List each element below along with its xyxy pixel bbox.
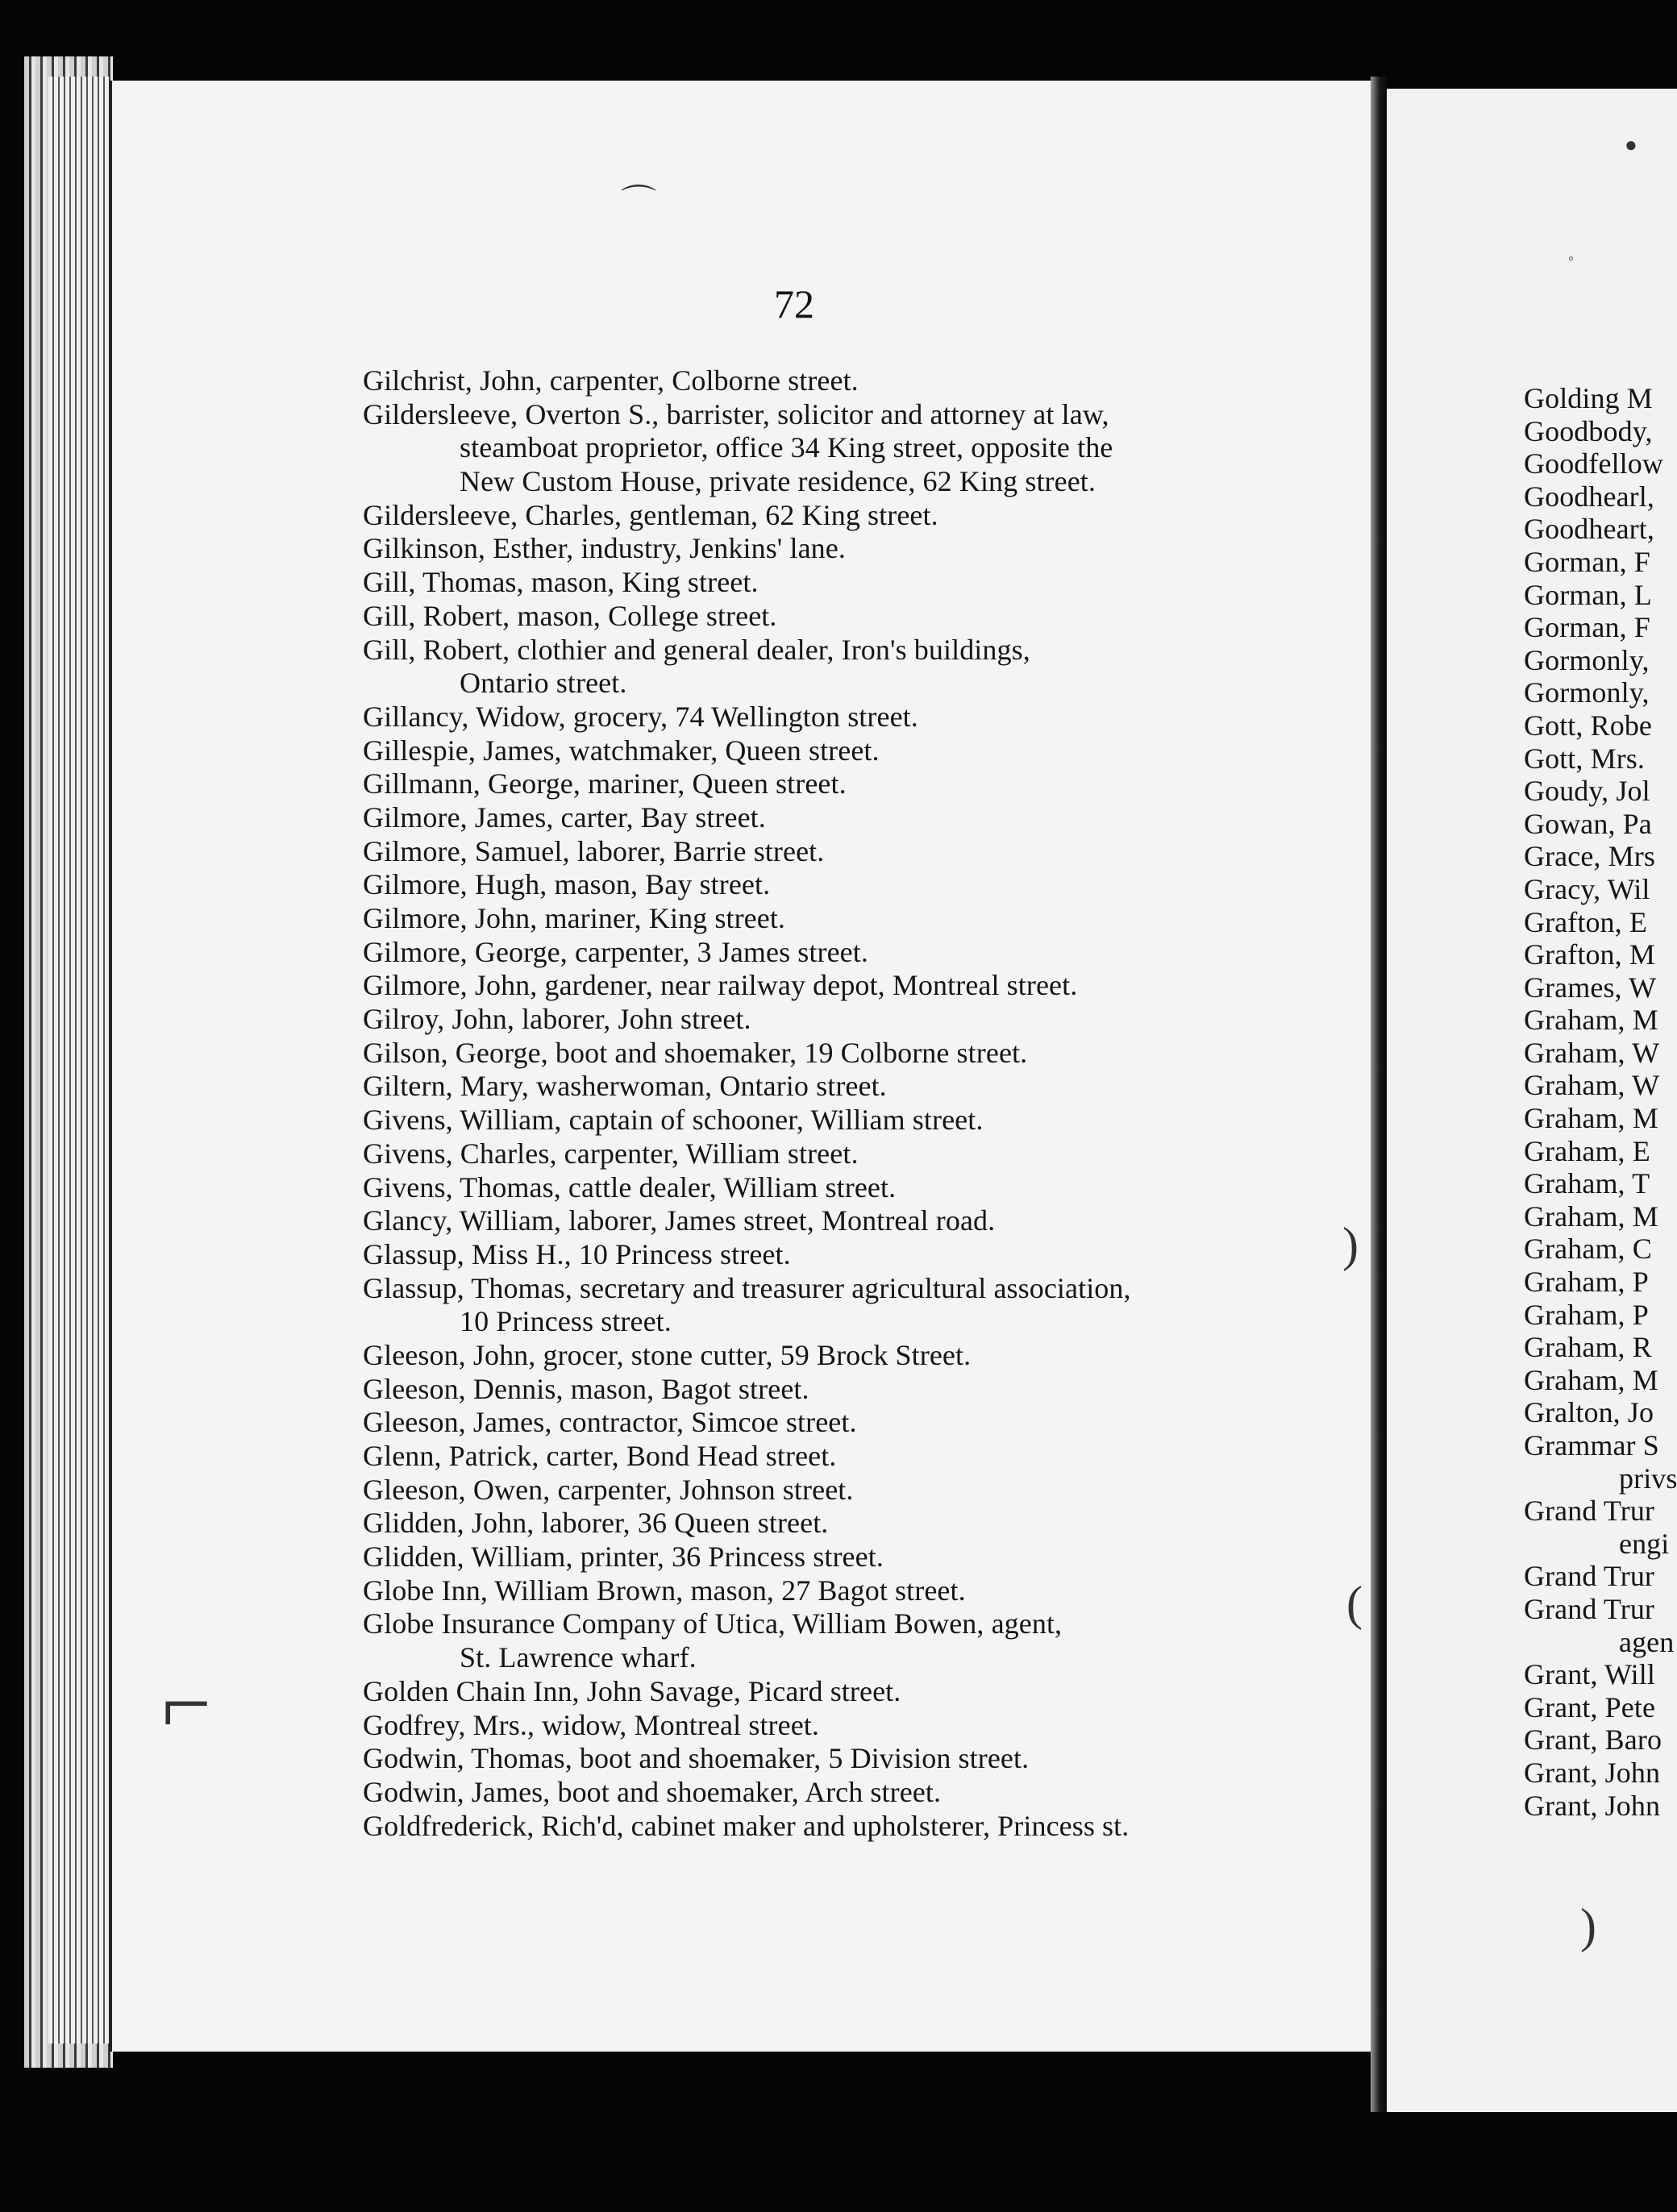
entry-line: Goodbody, — [1524, 414, 1653, 447]
page-number: 72 — [774, 281, 814, 326]
entry-line: agen — [1619, 1625, 1675, 1658]
entry-line: Gillancy, Widow, grocery, 74 Wellington street. — [363, 700, 918, 733]
directory-entry-cropped — [1524, 1396, 1677, 1429]
entry-line: privs — [1619, 1462, 1677, 1495]
entry-line: Gleeson, Dennis, mason, Bagot street. — [363, 1372, 809, 1405]
scan-mark: ⌒ — [621, 183, 656, 222]
directory-entry-cropped — [1524, 1299, 1677, 1332]
entry-line: Gilson, George, boot and shoemaker, 19 Colborne street. — [363, 1036, 1028, 1069]
entry-line: Gott, Robe — [1524, 709, 1652, 742]
entry-line: Grant, Will — [1524, 1658, 1655, 1691]
entry-line: Gilmore, John, gardener, near railway depot, Montreal street. — [363, 969, 1078, 1002]
entry-line: Gilmore, Samuel, laborer, Barrie street. — [363, 834, 825, 867]
book-gutter — [1371, 77, 1387, 2112]
directory-entry-cropped — [1524, 971, 1677, 1004]
directory-entry-cropped — [1524, 480, 1677, 514]
directory-entry-cropped — [1524, 1069, 1677, 1102]
directory-entry-cropped — [1524, 1560, 1677, 1593]
directory-entry-cropped — [1524, 1331, 1677, 1364]
directory-entry-cropped — [1524, 938, 1677, 971]
directory-entry-cropped — [1524, 906, 1677, 939]
directory-entry — [363, 969, 1290, 1003]
directory-entry-cropped — [1524, 382, 1677, 415]
entry-line: Gillespie, James, watchmaker, Queen street. — [363, 734, 880, 767]
entry-line: Goodhearl, — [1524, 480, 1654, 513]
directory-entry — [363, 868, 1290, 902]
directory-entry-cropped — [1524, 644, 1677, 677]
directory-entry-cropped — [1524, 1102, 1677, 1135]
directory-entry-cropped — [1524, 1037, 1677, 1070]
directory-entry — [363, 1607, 1290, 1674]
entry-line: Grand Trur — [1524, 1592, 1655, 1625]
directory-entry-cropped — [1524, 1658, 1677, 1691]
directory-entry — [363, 532, 1290, 566]
entry-line: Golden Chain Inn, John Savage, Picard street. — [363, 1674, 901, 1707]
entry-line: Gilchrist, John, carpenter, Colborne street. — [363, 364, 859, 397]
directory-entry — [363, 634, 1290, 701]
directory-entry-cropped — [1524, 1723, 1677, 1757]
directory-entry — [363, 1440, 1290, 1474]
entry-line: Gill, Thomas, mason, King street. — [363, 566, 759, 599]
entry-line: Gleeson, James, contractor, Simcoe street. — [363, 1406, 857, 1439]
entry-line: Graham, P — [1524, 1298, 1649, 1331]
directory-entry — [363, 1810, 1290, 1844]
directory-entry-cropped — [1524, 676, 1677, 709]
entry-line: Graham, M — [1524, 1102, 1658, 1135]
directory-entry-cropped — [1524, 1691, 1677, 1724]
directory-entry — [363, 1675, 1290, 1709]
directory-entry-cropped — [1524, 579, 1677, 612]
directory-entry — [363, 1104, 1290, 1137]
directory-entry-cropped — [1524, 1495, 1677, 1528]
entry-line: Grafton, M — [1524, 938, 1655, 971]
entry-line: Globe Inn, William Brown, mason, 27 Bagot street. — [363, 1574, 966, 1607]
directory-entry — [363, 1204, 1290, 1238]
directory-entry-cropped — [1524, 873, 1677, 906]
directory-entry-cropped — [1524, 1626, 1677, 1659]
entry-line: Gilmore, George, carpenter, 3 James street. — [363, 935, 868, 968]
directory-entry-cropped — [1524, 1004, 1677, 1037]
entry-line: Givens, Thomas, cattle dealer, William street. — [363, 1170, 897, 1204]
directory-entry — [363, 701, 1290, 734]
entry-line: Goldfrederick, Rich'd, cabinet maker and upholsterer, Princess st. — [363, 1809, 1130, 1842]
entry-line: Glancy, William, laborer, James street, Montreal road. — [363, 1204, 996, 1237]
entry-line: Graham, P — [1524, 1266, 1649, 1299]
directory-entry — [363, 1171, 1290, 1205]
entry-line: Golding M — [1524, 382, 1653, 414]
directory-entries-left — [363, 364, 1290, 1843]
entry-line: Grant, Baro — [1524, 1723, 1662, 1757]
entry-line: Graham, T — [1524, 1167, 1650, 1200]
entry-line: Gorman, L — [1524, 578, 1652, 611]
entry-line: Gracy, Wil — [1524, 872, 1650, 905]
entry-line: Graham, M — [1524, 1200, 1658, 1233]
directory-entry — [363, 566, 1290, 600]
entry-continuation-line: St. Lawrence wharf. — [460, 1641, 697, 1674]
directory-entry — [363, 600, 1290, 634]
directory-entry-cropped — [1524, 611, 1677, 644]
directory-entry-cropped — [1524, 415, 1677, 448]
entry-line: Grand Trur — [1524, 1560, 1655, 1593]
entry-line: Graham, W — [1524, 1069, 1660, 1102]
directory-entry — [363, 1373, 1290, 1407]
entry-line: Grammar S — [1524, 1429, 1659, 1462]
directory-entry-cropped — [1524, 447, 1677, 480]
directory-entry — [363, 499, 1290, 533]
book-page-edges-inner — [48, 77, 109, 2044]
directory-entry — [363, 1137, 1290, 1171]
directory-entry — [363, 1507, 1290, 1540]
directory-entry-cropped — [1524, 1364, 1677, 1397]
directory-entry-cropped — [1524, 1593, 1677, 1626]
entry-line: Glenn, Patrick, carter, Bond Head street. — [363, 1440, 837, 1472]
directory-entry-cropped — [1524, 1528, 1677, 1561]
entry-line: Gildersleeve, Overton S., barrister, solicitor and attorney at law, — [363, 397, 1109, 430]
entry-line: Graham, R — [1524, 1331, 1652, 1364]
directory-entry — [363, 767, 1290, 801]
entry-line: Gilmore, James, carter, Bay street. — [363, 800, 766, 834]
directory-entry — [363, 1574, 1290, 1608]
entry-line: Gilroy, John, laborer, John street. — [363, 1003, 751, 1036]
directory-entry-cropped — [1524, 1167, 1677, 1200]
entry-line: Graham, W — [1524, 1036, 1660, 1069]
directory-entry — [363, 1070, 1290, 1104]
scan-mark: ⌐ — [161, 1654, 212, 1753]
directory-entry — [363, 902, 1290, 936]
entry-line: Gill, Robert, clothier and general dealer, Iron's buildings, — [363, 633, 1030, 666]
entry-line: Globe Insurance Company of Utica, William Bowen, agent, — [363, 1607, 1063, 1640]
entry-line: Gillmann, George, mariner, Queen street. — [363, 767, 847, 800]
directory-entry — [363, 936, 1290, 970]
scan-mark: ) — [1342, 1218, 1359, 1271]
entry-line: Goodfellow — [1524, 447, 1663, 480]
entry-line: Glidden, John, laborer, 36 Queen street. — [363, 1507, 829, 1540]
directory-entry-cropped — [1524, 808, 1677, 841]
entry-line: Grant, John — [1524, 1756, 1661, 1789]
directory-entry — [363, 1272, 1290, 1339]
directory-entry — [363, 801, 1290, 835]
entry-line: Graham, C — [1524, 1233, 1652, 1266]
entry-line: Gormonly, — [1524, 643, 1650, 676]
entry-line: Givens, Charles, carpenter, William street. — [363, 1137, 859, 1170]
directory-entry-cropped — [1524, 1200, 1677, 1233]
entry-line: Grames, W — [1524, 971, 1657, 1004]
directory-entry-cropped — [1524, 1790, 1677, 1823]
entry-line: Graham, M — [1524, 1004, 1658, 1037]
entry-continuation-line: 10 Princess street. — [460, 1305, 672, 1338]
directory-entry-cropped — [1524, 1462, 1677, 1495]
entry-line: Grace, Mrs — [1524, 840, 1655, 873]
directory-entry-cropped — [1524, 1266, 1677, 1299]
directory-entry — [363, 1776, 1290, 1810]
scan-mark: ● — [1625, 133, 1637, 156]
entry-line: Gowan, Pa — [1524, 807, 1652, 840]
entry-line: Gildersleeve, Charles, gentleman, 62 King street. — [363, 498, 938, 531]
entry-line: Godfrey, Mrs., widow, Montreal street. — [363, 1708, 820, 1741]
entry-line: Gleeson, John, grocer, stone cutter, 59 Brock Street. — [363, 1338, 972, 1371]
entry-line: Givens, William, captain of schooner, William street. — [363, 1104, 984, 1137]
entry-line: Gilmore, John, mariner, King street. — [363, 902, 786, 934]
entry-line: Gilmore, Hugh, mason, Bay street. — [363, 868, 771, 901]
entry-line: Giltern, Mary, washerwoman, Ontario street. — [363, 1070, 887, 1103]
entry-line: Goudy, Jol — [1524, 775, 1650, 808]
directory-entry — [363, 1003, 1290, 1037]
directory-entry — [363, 1037, 1290, 1071]
directory-entry — [363, 364, 1290, 398]
entry-line: engi — [1619, 1527, 1670, 1560]
entry-line: Gormonly, — [1524, 676, 1650, 709]
directory-entry — [363, 835, 1290, 869]
entry-line: Gilkinson, Esther, industry, Jenkins' lane. — [363, 532, 846, 565]
directory-entry — [363, 398, 1290, 499]
entry-line: Glassup, Miss H., 10 Princess street. — [363, 1237, 791, 1270]
scan-mark: ( — [1346, 1577, 1363, 1630]
entry-line: Gorman, F — [1524, 611, 1650, 644]
directory-entry — [363, 734, 1290, 768]
entry-line: Grand Trur — [1524, 1495, 1655, 1528]
entry-line: Grant, Pete — [1524, 1690, 1656, 1723]
directory-entry-cropped — [1524, 513, 1677, 546]
entry-line: Glidden, William, printer, 36 Princess street. — [363, 1540, 884, 1574]
entry-continuation-line: New Custom House, private residence, 62 King street. — [460, 465, 1096, 498]
entry-line: Gleeson, Owen, carpenter, Johnson street. — [363, 1473, 854, 1506]
directory-entry — [363, 1474, 1290, 1507]
directory-entry-cropped — [1524, 1135, 1677, 1168]
directory-entries-right — [1524, 382, 1677, 1822]
entry-line: Goodheart, — [1524, 513, 1654, 546]
entry-line: Gralton, Jo — [1524, 1396, 1654, 1429]
directory-entry-cropped — [1524, 1757, 1677, 1790]
directory-entry — [363, 1238, 1290, 1272]
directory-entry-cropped — [1524, 1429, 1677, 1462]
directory-entry-cropped — [1524, 840, 1677, 873]
directory-entry-cropped — [1524, 709, 1677, 742]
entry-line: Graham, E — [1524, 1134, 1650, 1167]
entry-line: Gorman, F — [1524, 545, 1650, 578]
directory-entry — [363, 1742, 1290, 1776]
directory-entry — [363, 1406, 1290, 1440]
scan-mark: ◦ — [1568, 250, 1575, 268]
entry-line: Glassup, Thomas, secretary and treasurer agricultural association, — [363, 1271, 1131, 1304]
entry-line: Grafton, E — [1524, 905, 1647, 938]
directory-entry — [363, 1339, 1290, 1373]
directory-entry — [363, 1540, 1290, 1574]
entry-line: Godwin, James, boot and shoemaker, Arch street. — [363, 1775, 942, 1808]
directory-entry — [363, 1709, 1290, 1743]
directory-entry-cropped — [1524, 742, 1677, 775]
entry-continuation-line: Ontario street. — [460, 667, 627, 700]
entry-line: Graham, M — [1524, 1363, 1658, 1396]
directory-entry-cropped — [1524, 1233, 1677, 1266]
entry-line: Gott, Mrs. — [1524, 742, 1646, 775]
directory-entry-cropped — [1524, 775, 1677, 808]
entry-continuation-line: steamboat proprietor, office 34 King street, opposite the — [460, 431, 1113, 464]
entry-line: Gill, Robert, mason, College street. — [363, 599, 777, 632]
entry-line: Godwin, Thomas, boot and shoemaker, 5 Division street. — [363, 1742, 1030, 1775]
entry-line: Grant, John — [1524, 1789, 1661, 1822]
directory-entry-cropped — [1524, 546, 1677, 579]
scan-mark: ) — [1580, 1899, 1596, 1952]
